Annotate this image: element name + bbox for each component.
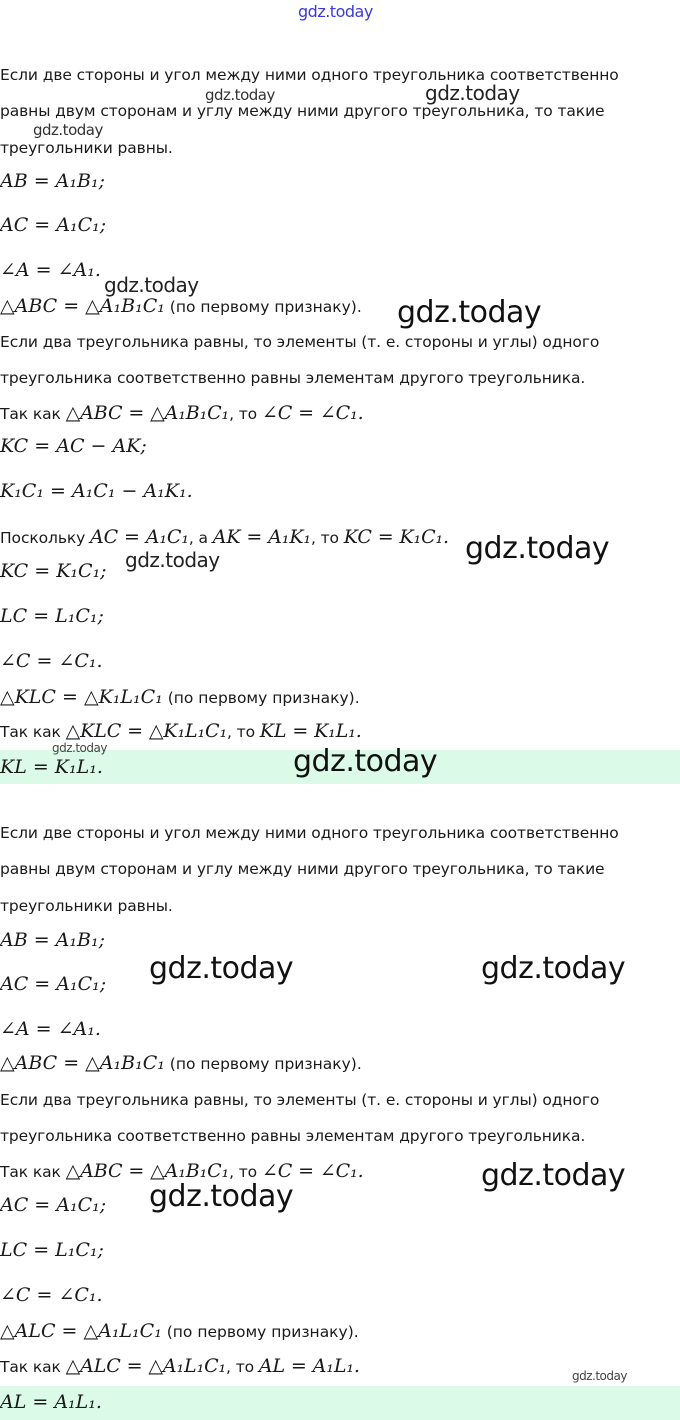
- text-line: [0, 720, 680, 742]
- text-prefix: Так как: [0, 1358, 66, 1376]
- text-line: Если две стороны и угол между ними одного треугольника соответственно: [0, 66, 619, 84]
- text-connector: , а: [188, 529, 213, 547]
- math-expression: △ABC = △A₁B₁C₁: [65, 1160, 230, 1182]
- note: (по первому признаку).: [162, 689, 360, 707]
- math-line: AC = A₁C₁;: [0, 214, 107, 236]
- watermark: gdz.today: [481, 1158, 626, 1193]
- answer-line: AL = A₁L₁.: [0, 1391, 102, 1413]
- math-line: AB = A₁B₁;: [0, 929, 106, 951]
- math-line: LC = L₁C₁;: [0, 1239, 104, 1261]
- math-line: ∠C = ∠C₁.: [0, 1284, 103, 1306]
- watermark: gdz.today: [293, 744, 438, 779]
- math-line: AB = A₁B₁;: [0, 170, 106, 192]
- text-line: [0, 402, 680, 424]
- watermark: gdz.today: [33, 121, 103, 139]
- math-expression: ∠C = ∠C₁.: [261, 402, 364, 424]
- math-expression: AC = A₁C₁: [90, 526, 189, 548]
- watermark: gdz.today: [397, 295, 542, 330]
- text-line: треугольника соответственно равны элементам другого треугольника.: [0, 369, 586, 387]
- math-line: ∠C = ∠C₁.: [0, 650, 103, 672]
- watermark: gdz.today: [149, 1179, 294, 1214]
- math-expression: AL = A₁L₁.: [258, 1355, 360, 1377]
- math-line: [0, 1052, 680, 1074]
- math-expression: △ALC = △A₁L₁C₁: [65, 1355, 227, 1377]
- math-line: KC = AC − AK;: [0, 435, 147, 457]
- math-line: KC = K₁C₁;: [0, 560, 107, 582]
- text-connector: , то: [226, 1358, 259, 1376]
- text-connector: , то: [229, 405, 262, 423]
- math-line: [0, 1320, 680, 1342]
- watermark: gdz.today: [52, 741, 107, 755]
- text-prefix: Поскольку: [0, 529, 91, 547]
- watermark: gdz.today: [104, 273, 199, 297]
- text-line: равны двум сторонам и углу между ними другого треугольника, то такие: [0, 102, 605, 120]
- watermark: gdz.today: [572, 1369, 627, 1383]
- math-expression: △ABC = △A₁B₁C₁: [0, 295, 165, 317]
- note: (по первому признаку).: [164, 1055, 362, 1073]
- text-connector: , то: [229, 1163, 262, 1181]
- watermark: gdz.today: [465, 531, 610, 566]
- math-expression: △KLC = △K₁L₁C₁: [65, 720, 227, 742]
- watermark: gdz.today: [125, 548, 220, 572]
- math-line: [0, 686, 680, 708]
- text-connector: , то: [310, 529, 344, 547]
- text-line: треугольника соответственно равны элементам другого треугольника.: [0, 1127, 586, 1145]
- text-line: Если две стороны и угол между ними одного треугольника соответственно: [0, 824, 619, 842]
- watermark: gdz.today: [481, 951, 626, 986]
- math-line: K₁C₁ = A₁C₁ − A₁K₁.: [0, 480, 193, 502]
- note: (по первому признаку).: [161, 1323, 359, 1341]
- text-prefix: Так как: [0, 723, 66, 741]
- math-expression: AK = A₁K₁: [212, 526, 311, 548]
- math-expression: △ALC = △A₁L₁C₁: [0, 1320, 162, 1342]
- note: (по первому признаку).: [164, 298, 362, 316]
- watermark: gdz.today: [205, 86, 275, 104]
- watermark: gdz.today: [149, 951, 294, 986]
- text-line: треугольники равны.: [0, 897, 173, 915]
- math-line: AC = A₁C₁;: [0, 1194, 107, 1216]
- watermark: gdz.today: [425, 81, 520, 105]
- math-expression: ∠C = ∠C₁.: [261, 1160, 364, 1182]
- math-expression: △ABC = △A₁B₁C₁: [0, 1052, 165, 1074]
- math-expression: △KLC = △K₁L₁C₁: [0, 686, 163, 708]
- text-connector: , то: [226, 723, 260, 741]
- math-expression: △ABC = △A₁B₁C₁: [65, 402, 230, 424]
- math-expression: KC = K₁C₁.: [343, 526, 449, 548]
- text-line: Если два треугольника равны, то элементы (т. е. стороны и углы) одного: [0, 333, 600, 351]
- math-line: ∠A = ∠A₁.: [0, 259, 101, 281]
- text-prefix: Так как: [0, 405, 66, 423]
- answer-line: KL = K₁L₁.: [0, 756, 103, 778]
- text-prefix: Так как: [0, 1163, 66, 1181]
- text-line: равны двум сторонам и углу между ними другого треугольника, то такие: [0, 860, 605, 878]
- text-line: Если два треугольника равны, то элементы (т. е. стороны и углы) одного: [0, 1091, 600, 1109]
- math-line: ∠A = ∠A₁.: [0, 1018, 101, 1040]
- math-line: AC = A₁C₁;: [0, 973, 107, 995]
- watermark: gdz.today: [298, 2, 373, 21]
- math-line: LC = L₁C₁;: [0, 605, 104, 627]
- math-expression: KL = K₁L₁.: [259, 720, 362, 742]
- math-line: [0, 295, 680, 317]
- text-line: треугольники равны.: [0, 139, 173, 157]
